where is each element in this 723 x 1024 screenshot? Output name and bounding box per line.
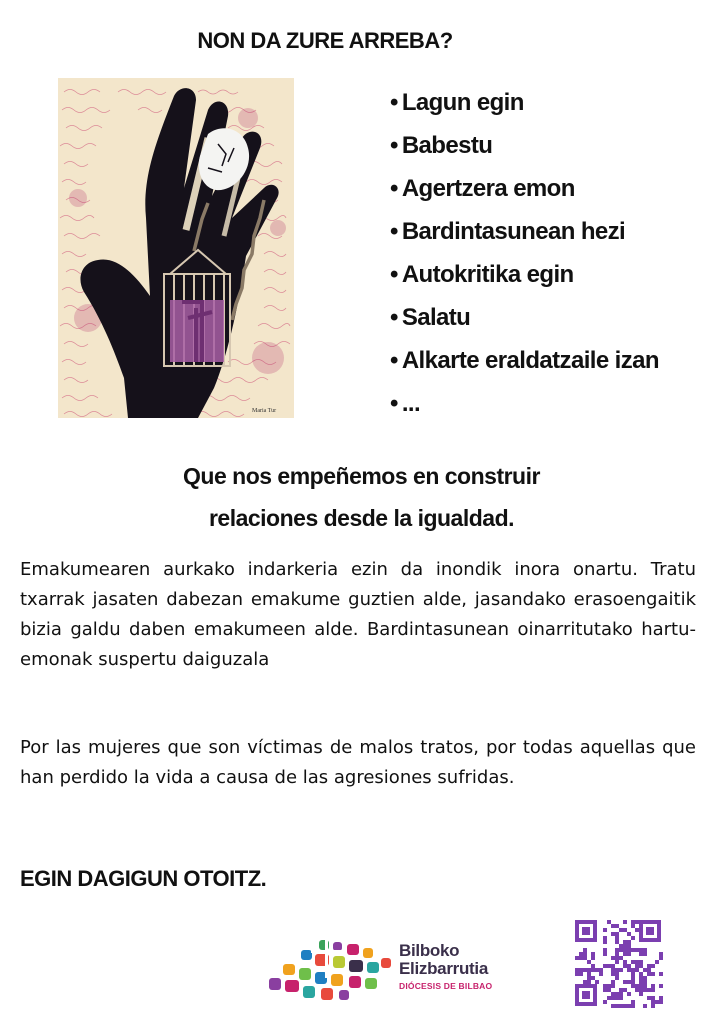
page-title: NON DA ZURE ARREBA?	[197, 28, 453, 53]
logo-subline: DIÓCESIS DE BILBAO	[399, 981, 493, 991]
hand-with-cage-illustration	[58, 78, 294, 418]
logo-line: Bilboko	[399, 941, 460, 960]
mosaic-logo-icon	[265, 934, 395, 1004]
closing-call: EGIN DAGIGUN OTOITZ.	[20, 866, 267, 891]
svg-text:Maria Tur: Maria Tur	[252, 408, 277, 414]
subtitle-line: relaciones desde la igualdad.	[208, 505, 515, 531]
action-item: • Autokritika egin	[390, 256, 659, 299]
paragraph-spanish: Por las mujeres que son víctimas de malos tratos, por todas aquellas que han perdido la vida a causa de las agresiones sufridas.	[20, 737, 696, 788]
action-list	[390, 84, 659, 428]
action-item: • Agertzera emon	[390, 170, 659, 213]
action-item: • Lagun egin	[390, 84, 659, 127]
diocese-logo	[265, 934, 535, 1004]
action-item: • Alkarte eraldatzaile izan	[390, 342, 659, 385]
paragraph-basque: Emakumearen aurkako indarkeria ezin da inondik inora onartu. Tratu txarrak jasaten dabezan emakume guztien alde, jasandako erasoengaitik bizia galdu daben emakumeen alde. Bardintasunean oinarritutako hartu-emonak suspertu daiguzala	[20, 559, 696, 670]
subtitle-line: Que nos empeñemos en construir	[183, 463, 540, 489]
logo-line: Elizbarrutia	[399, 959, 488, 978]
qr-code	[573, 918, 663, 1008]
action-item: • Salatu	[390, 299, 659, 342]
action-item: • Babestu	[390, 127, 659, 170]
subtitle	[0, 455, 723, 539]
action-item: • Bardintasunean hezi	[390, 213, 659, 256]
action-item: • ...	[390, 385, 659, 428]
logo-text	[399, 942, 492, 991]
